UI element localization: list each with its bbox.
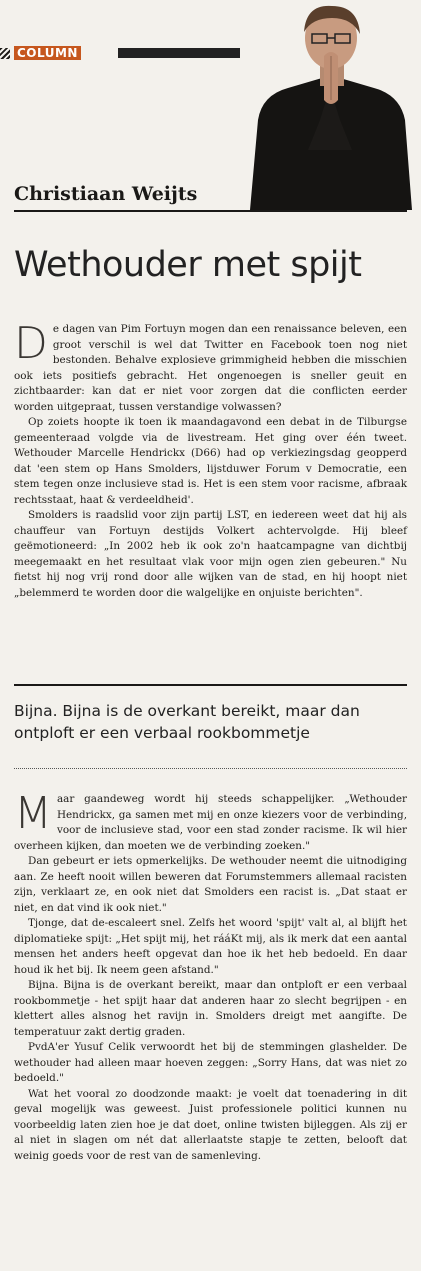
- hatched-marker: [0, 48, 10, 59]
- drop-cap: M: [14, 788, 52, 839]
- paragraph: [14, 788, 407, 854]
- pullquote-bottom-rule: [14, 768, 407, 769]
- column-header-rule: [118, 48, 256, 58]
- paragraph-text: e dagen van Pim Fortuyn mogen dan een renaissance beleven, een groot verschil is wel dat Twitter en Facebook toen nog niet bestonden. Behalve explosieve grimmigheid hebben die misschien ook iets positiefs gebracht. Het ongenoegen is sneller geuit en zichtbaarder: kan dat er niet voor zorgen dat die conflicten eerder worden uitgepraat, tussen verstandige volwassen?: [14, 323, 407, 413]
- paragraph: Dan gebeurt er iets opmerkelijks. De wethouder neemt die uitnodiging aan. Ze heeft nooit willen beweren dat Forumstemmers allemaal racisten zijn, verklaart ze, en ook niet dat Smolders een racist is. „Dat staat er niet, en dat vind ik ook niet.": [14, 855, 407, 914]
- paragraph-text: aar gaandeweg wordt hij steeds schappelijker. „Wethouder Hendrickx, ga samen met mij en onze kiezers voor de verbinding, voor de inclusieve stad, voor een stad zonder racisme. Ik wil hier overheen kijken, dan moeten we de verbinding zoeken.": [14, 793, 407, 852]
- article-headline: Wethouder met spijt: [14, 245, 362, 285]
- paragraph: Op zoiets hoopte ik toen ik maandagavond een debat in de Tilburgse gemeenteraad volgde via de livestream. Het ging over één tweet. Wethouder Marcelle Hendrickx (D66) had op verkiezingsdag geopperd dat 'een stem op Hans Smolders, lijstduwer Forum v Democratie, een stem tegen onze inclusieve stad is. Het is een stem voor racisme, afbraak rechtsstaat, haat & verdeeldheid'.: [14, 416, 407, 506]
- paragraph: Smolders is raadslid voor zijn partij LST, en iedereen weet dat hij als chauffeur van Fortuyn destijds Volkert achtervolgde. Hij bleef geëmotioneerd: „In 2002 heb ik ook zo'n haatcampagne van dichtbij meegemaakt en het resultaat vlak voor mijn ogen zien gebeuren." Nu fietst hij nog vrij rond door alle wijken van de stad, en hij hoopt niet „belemmerd te worden door die walgelijke en onjuiste berichten".: [14, 509, 407, 599]
- pullquote-top-rule: [14, 684, 407, 686]
- paragraph: Bijna. Bijna is de overkant bereikt, maar dan ontploft er een verbaal rookbommetje - het spijt haar dat anderen haar zo slecht begrijpen - en klettert alles alsnog het ravijn in. Smolders dreigt met aangifte. De temperatuur zakt dertig graden.: [14, 979, 407, 1038]
- paragraph: PvdA'er Yusuf Celik verwoordt het bij de stemmingen glashelder. De wethouder had alleen maar hoeven zeggen: „Sorry Hans, dat was niet zo bedoeld.": [14, 1041, 407, 1084]
- drop-cap: D: [14, 318, 48, 369]
- column-header: [0, 46, 250, 60]
- paragraph: Tjonge, dat de-escaleert snel. Zelfs het woord 'spijt' valt al, al blijft het diplomatieke spijt: „Het spijt mij, het rááKt mij, als ik merk dat een aantal mensen het anders heeft opgevat dan hoe ik het heb bedoeld. En daar houd ik het bij. Ik neem geen afstand.": [14, 917, 407, 976]
- author-name: Christiaan Weijts: [14, 183, 198, 205]
- column-label: COLUMN: [14, 46, 81, 60]
- article-section-1: [14, 318, 407, 601]
- paragraph: Wat het vooral zo doodzonde maakt: je voelt dat toenadering in dit geval mogelijk was geweest. Juist professionele politici kunnen nu voorbeeldig laten zien hoe je dat doet, online twisten bijleggen. Als zij er al niet in slagen om nét dat allerlaatste stapje te zetten, belooft dat weinig goeds voor de rest van de samenleving.: [14, 1087, 407, 1162]
- paragraph: [14, 318, 407, 415]
- pullquote: Bijna. Bijna is de overkant bereikt, maar dan ontploft er een verbaal rookbommetje: [14, 702, 360, 742]
- author-rule: [14, 210, 407, 212]
- author-portrait: [240, 0, 421, 210]
- article-section-2: [14, 788, 407, 1164]
